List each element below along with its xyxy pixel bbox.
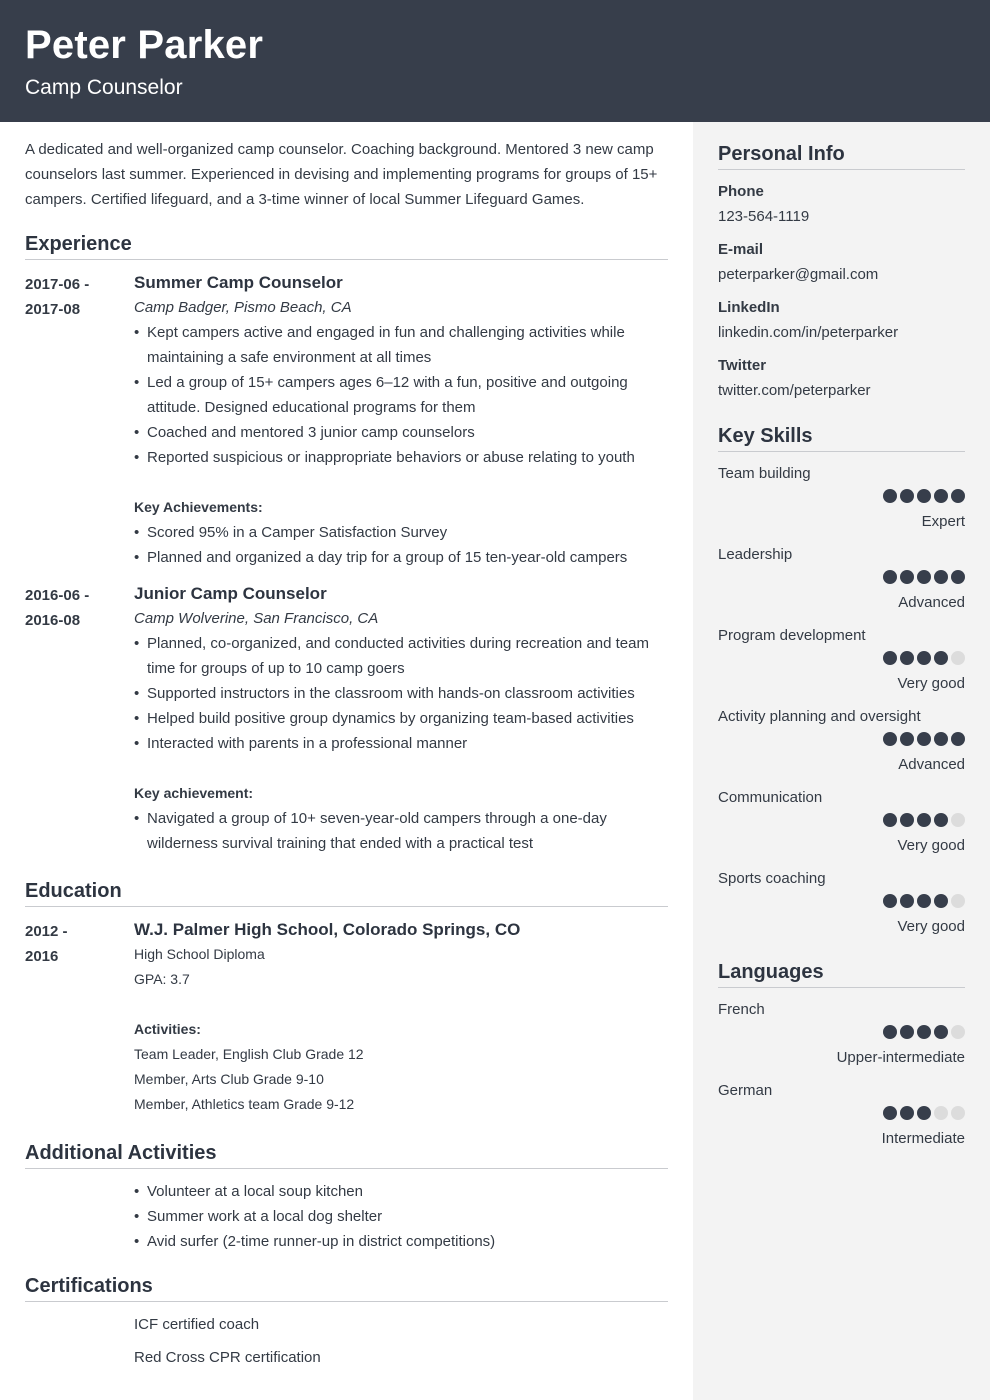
language-name: French [718, 1001, 765, 1018]
job-entry [134, 582, 668, 856]
rating-dot-filled [917, 732, 931, 746]
rating-dot-filled [883, 1025, 897, 1039]
rating-dot-filled [900, 651, 914, 665]
language-rating [883, 1106, 965, 1120]
rating-dot-filled [934, 570, 948, 584]
job-company: Camp Badger, Pismo Beach, CA [134, 299, 352, 316]
rating-dot-filled [883, 570, 897, 584]
list-item: • Kept campers active and engaged in fun and challenging activities while maintaining a safe environment at all times [134, 320, 668, 370]
email-value[interactable]: peterparker@gmail.com [718, 266, 879, 283]
rating-dot-empty [951, 1106, 965, 1120]
degree: High School Diploma [134, 946, 265, 962]
rating-dot-filled [951, 570, 965, 584]
skill-rating [883, 651, 965, 665]
rating-dot-filled [900, 894, 914, 908]
rating-dot-filled [934, 1025, 948, 1039]
rating-dot-filled [917, 1025, 931, 1039]
certifications [134, 1312, 668, 1370]
additional-activities [134, 1179, 668, 1254]
list-item: Red Cross CPR certification [134, 1349, 321, 1366]
language-item [718, 999, 965, 1069]
job-duties [134, 631, 668, 756]
list-item: • Coached and mentored 3 junior camp counselors [134, 420, 668, 445]
rating-dot-filled [900, 489, 914, 503]
job-achievements [134, 806, 668, 856]
rating-dot-filled [900, 1106, 914, 1120]
rating-dot-filled [900, 813, 914, 827]
languages-heading: Languages [718, 959, 965, 988]
job-title: Junior Camp Counselor [134, 584, 327, 603]
rating-dot-filled [951, 732, 965, 746]
skill-name: Sports coaching [718, 870, 826, 887]
school-name: W.J. Palmer High School, Colorado Springs, CO [134, 920, 521, 939]
education-date-start: 2012 - [25, 923, 68, 940]
rating-dot-empty [951, 894, 965, 908]
skill-level: Advanced [898, 594, 965, 611]
list-item: • Planned and organized a day trip for a group of 15 ten-year-old campers [134, 545, 668, 570]
job-date [25, 272, 125, 322]
candidate-role: Camp Counselor [25, 76, 183, 99]
summary: A dedicated and well-organized camp counselor. Coaching background. Mentored 3 new camp counselors last summer. Experienced in devising and implementing programs for groups of 15+ campers. Certified lifeguard, and a 3-time winner of local Summer Lifeguard Games. [25, 141, 658, 208]
skill-level: Very good [897, 675, 965, 692]
rating-dot-filled [934, 813, 948, 827]
job-title: Summer Camp Counselor [134, 273, 343, 292]
rating-dot-filled [900, 1025, 914, 1039]
rating-dot-empty [934, 1106, 948, 1120]
rating-dot-filled [900, 570, 914, 584]
activities-label: Activities: [134, 1021, 201, 1037]
list-item: • Summer work at a local dog shelter [134, 1204, 668, 1229]
skill-level: Expert [921, 513, 965, 530]
skill-rating [883, 894, 965, 908]
list-item: • Reported suspicious or inappropriate behaviors or abuse relating to youth [134, 445, 668, 470]
skill-name: Communication [718, 789, 823, 806]
language-level: Intermediate [881, 1130, 965, 1147]
rating-dot-filled [883, 1106, 897, 1120]
skill-item [718, 544, 965, 614]
job-date-start: 2016-06 - [25, 587, 90, 604]
rating-dot-empty [951, 1025, 965, 1039]
skill-level: Advanced [898, 756, 965, 773]
rating-dot-filled [951, 489, 965, 503]
skill-rating [883, 489, 965, 503]
email-label: E-mail [718, 241, 764, 258]
list-item: • Led a group of 15+ campers ages 6–12 with a fun, positive and outgoing attitude. Designed educational programs for them [134, 370, 668, 420]
job-date-start: 2017-06 - [25, 276, 90, 293]
education-date [25, 919, 125, 969]
job-achievements [134, 520, 668, 570]
list-item: • Scored 95% in a Camper Satisfaction Survey [134, 520, 668, 545]
linkedin-value[interactable]: linkedin.com/in/peterparker [718, 324, 899, 341]
certifications-heading: Certifications [25, 1273, 668, 1302]
rating-dot-filled [883, 813, 897, 827]
list-item: • Avid surfer (2-time runner-up in district competitions) [134, 1229, 668, 1254]
language-level: Upper-intermediate [836, 1049, 965, 1066]
education-heading: Education [25, 878, 668, 907]
gpa: GPA: 3.7 [134, 971, 190, 987]
language-name: German [718, 1082, 773, 1099]
rating-dot-filled [917, 570, 931, 584]
rating-dot-empty [951, 651, 965, 665]
skill-level: Very good [897, 918, 965, 935]
job-company: Camp Wolverine, San Francisco, CA [134, 610, 379, 627]
twitter-value[interactable]: twitter.com/peterparker [718, 382, 871, 399]
additional-activities-heading: Additional Activities [25, 1140, 668, 1169]
personal-info-heading: Personal Info [718, 141, 965, 170]
skill-name: Program development [718, 627, 866, 644]
job-date [25, 583, 125, 633]
list-item: Member, Arts Club Grade 9-10 [134, 1071, 324, 1087]
resume-header [0, 0, 990, 122]
skill-item [718, 868, 965, 938]
rating-dot-filled [917, 813, 931, 827]
skill-name: Leadership [718, 546, 793, 563]
skill-rating [883, 570, 965, 584]
job-date-end: 2017-08 [25, 301, 81, 318]
skill-item [718, 625, 965, 695]
language-rating [883, 1025, 965, 1039]
skill-item [718, 706, 965, 776]
rating-dot-filled [934, 894, 948, 908]
rating-dot-filled [934, 489, 948, 503]
phone-label: Phone [718, 183, 764, 200]
language-item [718, 1080, 965, 1150]
rating-dot-filled [883, 894, 897, 908]
skill-name: Team building [718, 465, 811, 482]
list-item: • Interacted with parents in a professional manner [134, 731, 668, 756]
additional-list [134, 1179, 668, 1254]
list-item: Member, Athletics team Grade 9-12 [134, 1096, 355, 1112]
achievements-label: Key Achievements: [134, 499, 263, 515]
rating-dot-filled [883, 732, 897, 746]
key-skills-heading: Key Skills [718, 423, 965, 452]
rating-dot-empty [951, 813, 965, 827]
job-date-end: 2016-08 [25, 612, 81, 629]
rating-dot-filled [917, 1106, 931, 1120]
linkedin-label: LinkedIn [718, 299, 780, 316]
list-item: • Volunteer at a local soup kitchen [134, 1179, 668, 1204]
rating-dot-filled [883, 651, 897, 665]
experience-heading: Experience [25, 231, 668, 260]
achievements-label: Key achievement: [134, 785, 254, 801]
education-date-end: 2016 [25, 948, 59, 965]
job-entry [134, 271, 668, 570]
education-entry [134, 918, 668, 1117]
rating-dot-filled [934, 732, 948, 746]
skill-name: Activity planning and oversight [718, 708, 921, 725]
rating-dot-filled [934, 651, 948, 665]
skill-rating [883, 813, 965, 827]
twitter-label: Twitter [718, 357, 767, 374]
phone-value: 123-564-1119 [718, 208, 810, 225]
skill-item [718, 787, 965, 857]
job-duties [134, 320, 668, 470]
skill-level: Very good [897, 837, 965, 854]
rating-dot-filled [883, 489, 897, 503]
rating-dot-filled [917, 651, 931, 665]
rating-dot-filled [917, 489, 931, 503]
list-item: • Helped build positive group dynamics by organizing team-based activities [134, 706, 668, 731]
list-item: Team Leader, English Club Grade 12 [134, 1046, 364, 1062]
skill-rating [883, 732, 965, 746]
rating-dot-filled [900, 732, 914, 746]
list-item: • Planned, co-organized, and conducted activities during recreation and team time for groups of up to 10 camp goers [134, 631, 668, 681]
list-item: • Navigated a group of 10+ seven-year-old campers through a one-day wilderness survival training that ended with a practical test [134, 806, 668, 856]
rating-dot-filled [917, 894, 931, 908]
list-item: ICF certified coach [134, 1316, 260, 1333]
candidate-name: Peter Parker [25, 23, 264, 67]
list-item: • Supported instructors in the classroom with hands-on classroom activities [134, 681, 668, 706]
skill-item [718, 463, 965, 533]
